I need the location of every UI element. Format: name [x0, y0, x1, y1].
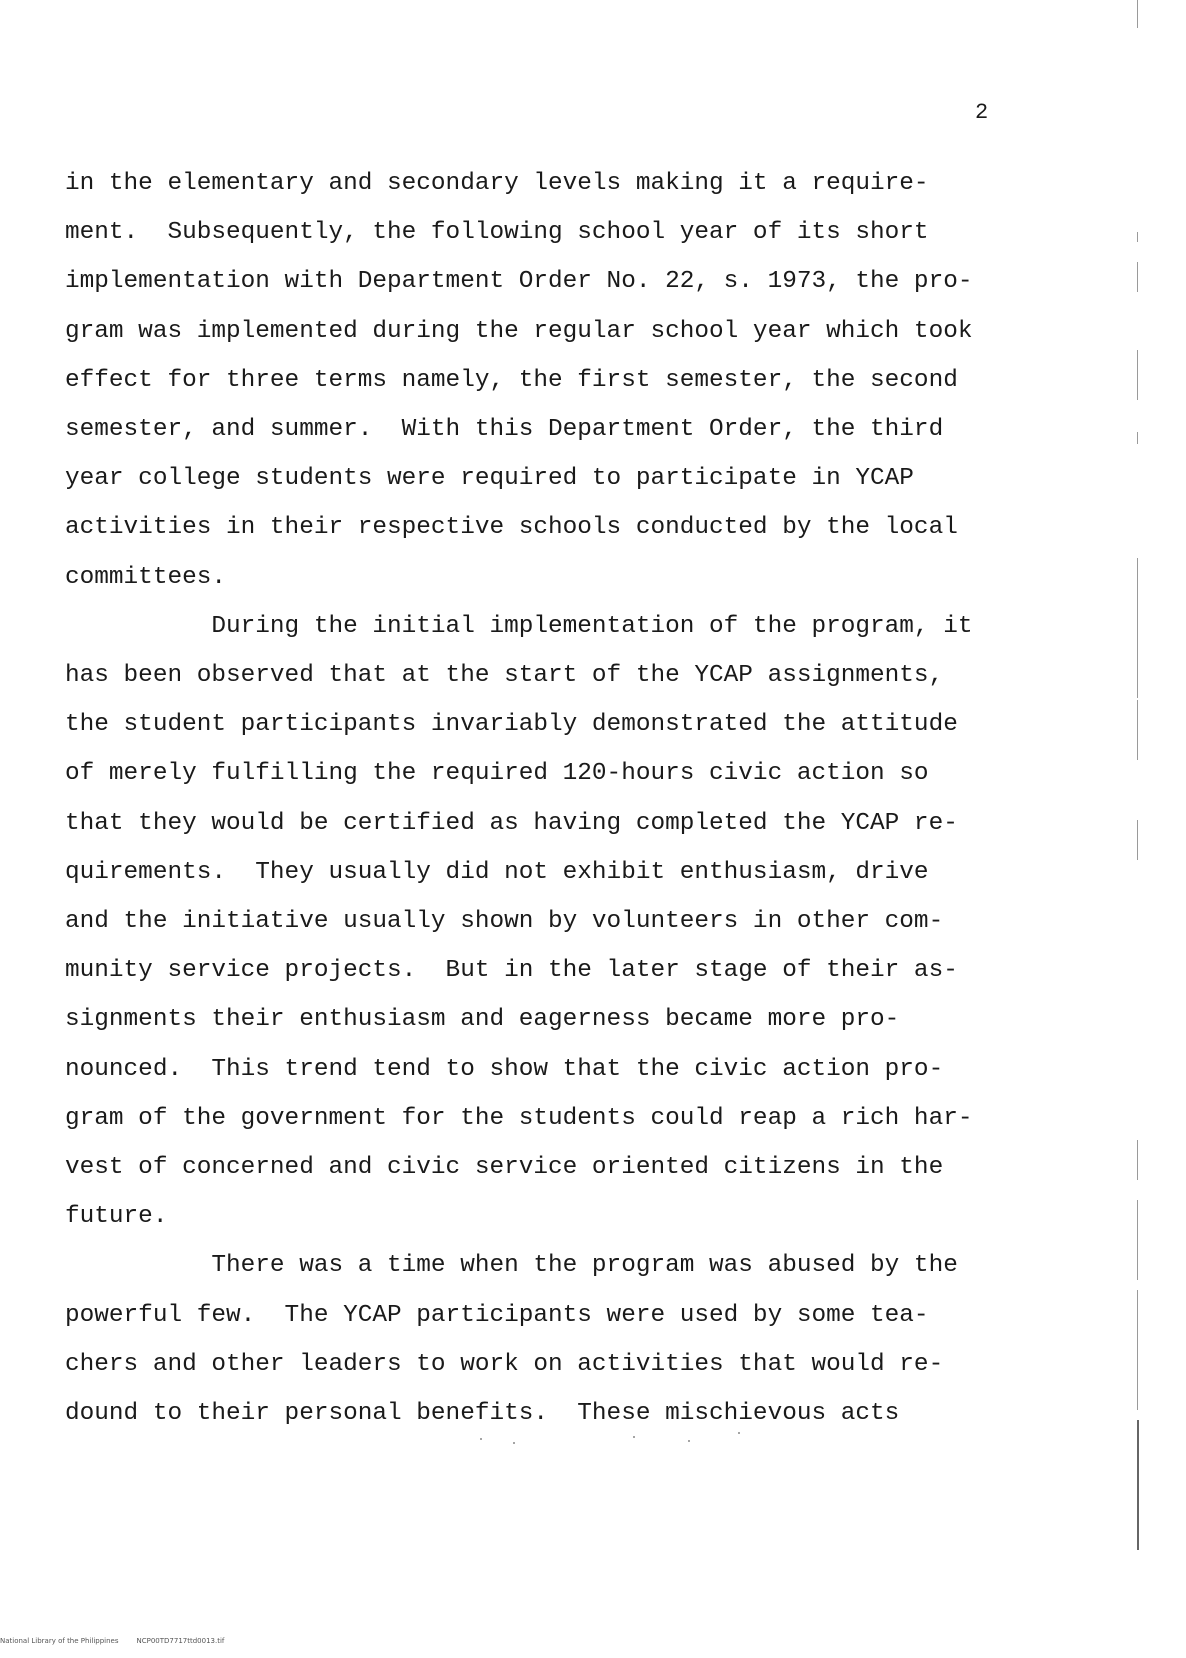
text-line: signments their enthusiasm and eagerness became more pro- [65, 1006, 900, 1034]
text-line: effect for three terms namely, the first semester, the second [65, 366, 958, 394]
text-line: dound to their personal benefits. These mischievous acts [65, 1400, 900, 1427]
text-line: future. [65, 1203, 168, 1231]
page-number: 2 [975, 100, 989, 125]
footer-reference: NCP00TD7717ttd0013.tif [136, 1637, 225, 1645]
text-line: gram was implemented during the regular school year which took [65, 317, 973, 345]
text-line: gram of the government for the students could reap a rich har- [65, 1104, 973, 1132]
text-line: year college students were required to participate in YCAP [65, 465, 914, 493]
text-line: vest of concerned and civic service oriented citizens in the [65, 1154, 944, 1181]
text-line: During the initial implementation of the program, it [65, 612, 973, 640]
footer-library: National Library of the Philippines [0, 1637, 119, 1645]
text-line: of merely fulfilling the required 120-hours civic action so [65, 760, 929, 788]
text-line: implementation with Department Order No. 22, s. 1973, the pro- [65, 268, 973, 296]
text-line: activities in their respective schools conducted by the local [65, 514, 958, 542]
text-line: the student participants invariably demonstrated the attitude [65, 711, 958, 739]
text-line: munity service projects. But in the later stage of their as- [65, 957, 958, 985]
text-line: There was a time when the program was abused by the [65, 1252, 958, 1280]
text-line: quirements. They usually did not exhibit enthusiasm, drive [65, 858, 929, 886]
text-line: nounced. This trend tend to show that the civic action pro- [65, 1055, 944, 1083]
text-line: committees. [65, 563, 227, 591]
text-line: chers and other leaders to work on activities that would re- [65, 1350, 944, 1378]
text-line: powerful few. The YCAP participants were used by some tea- [65, 1301, 929, 1329]
text-line: in the elementary and secondary levels making it a require- [65, 170, 929, 197]
text-line: and the initiative usually shown by volunteers in other com- [65, 908, 944, 935]
text-line: semester, and summer. With this Department Order, the third [65, 416, 944, 443]
footer-caption [0, 1637, 224, 1645]
text-line: ment. Subsequently, the following school year of its short [65, 219, 929, 247]
text-line: has been observed that at the start of the YCAP assignments, [65, 662, 944, 689]
text-line: that they would be certified as having completed the YCAP re- [65, 809, 958, 837]
